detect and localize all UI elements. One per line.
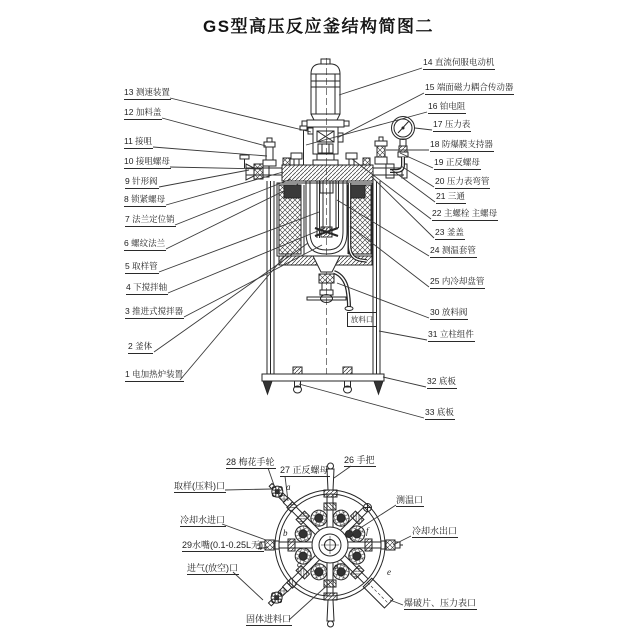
label-1-heating-furnace: 1 电加热炉装置: [125, 370, 184, 382]
label-13-speed-sensor: 13 测速装置: [124, 88, 171, 100]
label-14-servo-motor: 14 直流伺服电动机: [423, 58, 495, 70]
label-30-discharge-valve: 30 放料阀: [430, 308, 468, 320]
bottom-handle: [324, 593, 337, 627]
port-letter-b: b: [283, 528, 288, 538]
page-title: GS型高压反应釜结构简图二: [203, 17, 435, 36]
label-19-reverse-nut: 19 正反螺母: [434, 158, 481, 170]
label-28-handwheel: 28 梅花手轮: [226, 457, 276, 469]
pressure-gauge: [390, 117, 415, 172]
leader-lines: [153, 68, 435, 620]
label-sampling-port: 取样(压料)口: [174, 481, 226, 493]
label-24-thermowell: 24 测温套管: [430, 246, 477, 258]
label-20-gauge-bend-pipe: 20 压力表弯管: [435, 177, 490, 189]
label-7-flange-pin: 7 法兰定位销: [125, 215, 176, 227]
kettle-lid: [282, 153, 373, 181]
label-23-kettle-lid: 23 釜盖: [435, 228, 465, 240]
label-9-needle-valve: 9 针形阀: [125, 177, 159, 189]
label-10-nozzle-nut: 10 接咀螺母: [124, 157, 171, 169]
side-view-drawing: [240, 58, 415, 394]
label-32-base-plate: 32 底板: [427, 377, 457, 389]
label-temperature-port: 测温口: [396, 495, 424, 507]
port-letter-d: d: [334, 561, 339, 571]
servo-motor: [302, 59, 349, 127]
magnetic-coupling: [308, 127, 343, 165]
label-4-stirring-shaft: 4 下搅拌轴: [126, 283, 168, 295]
label-2-kettle-body: 2 釜体: [128, 342, 153, 354]
port-letter-f: f: [366, 526, 369, 536]
label-29-water-nozzle: 29水嘴(0.1-0.25L无): [182, 540, 264, 552]
label-rupture-disc-gauge-port: 爆破片、压力表口: [404, 598, 477, 610]
rupture-disc-port: [363, 578, 393, 608]
sampling-port-valve: [266, 480, 299, 513]
port-letter-c: c: [297, 559, 301, 569]
label-33-base-plate-2: 33 底板: [425, 408, 455, 420]
label-6-threaded-flange: 6 螺纹法兰: [124, 239, 166, 251]
label-gas-vent-port: 进气(放空)口: [187, 563, 239, 575]
label-25-cooling-coil: 25 内冷却盘管: [430, 277, 485, 289]
rim-screw: [362, 502, 373, 513]
port-letter-e: e: [387, 567, 391, 577]
label-cooling-water-outlet: 冷却水出口: [412, 526, 458, 538]
label-solid-feed-port: 固体进料口: [246, 614, 292, 626]
label-27-reverse-nut: 27 正反螺母: [280, 465, 330, 477]
top-view-drawing: [257, 463, 403, 627]
label-21-tee: 21 三通: [436, 192, 466, 204]
label-8-lock-nut: 8 锁紧螺母: [124, 195, 166, 207]
label-11-nozzle: 11 接咀: [124, 137, 153, 149]
label-cooling-water-inlet: 冷却水进口: [180, 515, 226, 527]
discharge-port-box: 放料口: [347, 312, 377, 327]
label-15-magnetic-coupling: 15 端面磁力耦合传动器: [425, 83, 514, 95]
label-3-propeller: 3 推进式搅拌器: [125, 307, 184, 319]
discharge-valve: [307, 272, 353, 311]
label-26-handle: 26 手把: [344, 455, 376, 467]
label-12-feed-cover: 12 加料盖: [124, 108, 162, 120]
label-18-rupture-disc-holder: 18 防爆膜支持器: [430, 140, 494, 152]
label-22-main-bolt-nut: 22 主螺栓 主螺母: [432, 209, 498, 221]
port-letter-a: a: [286, 482, 291, 492]
label-16-platinum-rtd: 16 铂电阻: [428, 102, 466, 114]
label-31-column-assembly: 31 立柱组件: [428, 330, 475, 342]
label-17-pressure-gauge: 17 压力表: [433, 120, 471, 132]
gas-vent-valve: [265, 576, 298, 609]
label-5-sampling-tube: 5 取样管: [125, 262, 159, 274]
